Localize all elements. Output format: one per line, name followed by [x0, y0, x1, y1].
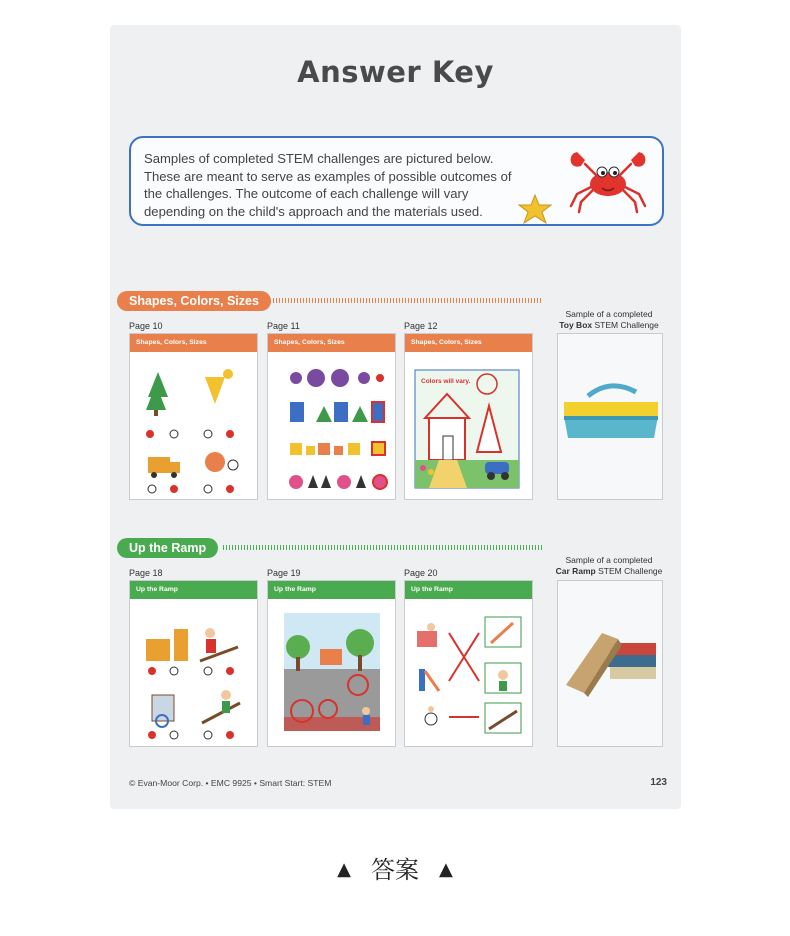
toy-box-sample-photo: [557, 333, 663, 500]
worksheet-thumbnail-page-10: [129, 333, 258, 500]
thumbnail-header: Shapes, Colors, Sizes: [268, 334, 395, 352]
car-ramp-sample-photo: [557, 580, 663, 747]
image-caption: [0, 850, 790, 885]
worksheet-thumbnail-page-18: [129, 580, 258, 747]
intro-box: [129, 136, 664, 226]
section-divider: [223, 545, 543, 550]
thumbnail-header: Shapes, Colors, Sizes: [405, 334, 532, 352]
page-label: Page 19: [267, 568, 301, 578]
section-title-ramp: Up the Ramp: [117, 538, 218, 558]
house-drawing-art: [405, 352, 532, 499]
worksheet-thumbnail-page-19: [267, 580, 396, 747]
worksheet-thumbnail-page-12: [404, 333, 533, 500]
park-scene-art: [268, 599, 395, 746]
up-triangle-icon: ▲: [337, 859, 351, 880]
car-ramp-image: [558, 581, 662, 746]
answer-key-page: [110, 25, 681, 809]
page-title: Answer Key: [297, 55, 494, 89]
colors-note: Colors will vary.: [421, 378, 471, 385]
thumbnail-header: Shapes, Colors, Sizes: [130, 334, 257, 352]
worksheet-thumbnail-page-11: [267, 333, 396, 500]
thumbnail-header: Up the Ramp: [130, 581, 257, 599]
sample-caption: Sample of a completed Car Ramp STEM Challenge: [555, 555, 663, 576]
page-label: Page 11: [267, 321, 300, 331]
section-divider: [273, 298, 543, 303]
up-triangle-icon: ▲: [439, 859, 453, 880]
copyright-footer: © Evan-Moor Corp. • EMC 9925 • Smart Start: STEM: [129, 778, 332, 788]
page-label: Page 12: [404, 321, 438, 331]
page-label: Page 18: [129, 568, 163, 578]
page-number: 123: [650, 777, 667, 788]
starfish-icon: [517, 194, 553, 224]
thumbnail-header: Up the Ramp: [405, 581, 532, 599]
intro-text: Samples of completed STEM challenges are pictured below. These are meant to serve as examples of possible outcomes of the challenges. The outcome of each challenge will vary depending on the child's approach and the materials used.: [144, 151, 512, 219]
page-label: Page 10: [129, 321, 163, 331]
thumbnail-header: Up the Ramp: [268, 581, 395, 599]
worksheet-thumbnail-page-20: [404, 580, 533, 747]
caption-text: 答案: [371, 856, 419, 884]
toy-box-image: [558, 334, 662, 499]
matching-worksheet-art: [405, 599, 532, 746]
page-label: Page 20: [404, 568, 438, 578]
section-title-shapes: Shapes, Colors, Sizes: [117, 291, 271, 311]
ramp-worksheet-art: [130, 599, 257, 746]
crab-icon: [563, 146, 653, 216]
shapes-worksheet-art: [268, 352, 395, 499]
shapes-worksheet-art: [130, 352, 257, 499]
sample-caption: Sample of a completed Toy Box STEM Challenge: [559, 309, 659, 330]
